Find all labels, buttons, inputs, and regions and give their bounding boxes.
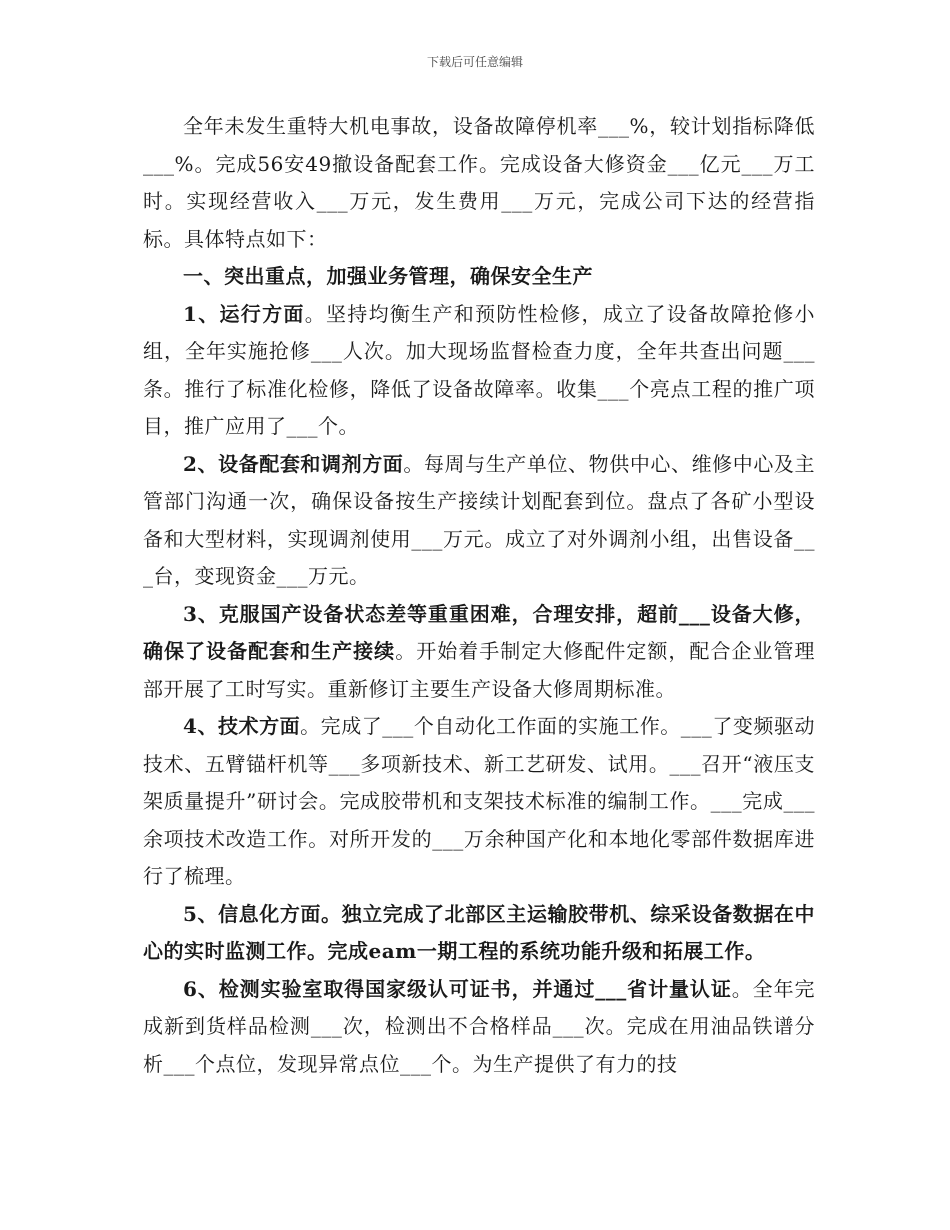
section-heading: 一、突出重点，加强业务管理，确保安全生产 — [183, 264, 593, 288]
paragraph-intro — [143, 108, 815, 258]
header-note: 下载后可任意编辑 — [426, 55, 523, 69]
document-body — [143, 108, 815, 1083]
paragraph-laboratory — [143, 971, 815, 1084]
paragraph-lead: 6、检测实验室取得国家级认可证书，并通过___省计量认证 — [183, 976, 732, 1001]
paragraph-text: 。每周与生产单位、物供中心、维修中心及主管部门沟通一次，确保设备按生产接续计划配套到位。盘点了各矿小型设备和大型材料，实现调剂使用___万元。成立了对外调剂小组，出售设备___台，变现资金___万元。 — [143, 451, 816, 588]
paragraph-lead: 5、信息化方面。独立完成了北部区主运输胶带机、综采设备数据在中心的实时监测工作。完成eam一期工程的系统功能升级和拓展工作。 — [143, 901, 815, 963]
paragraph-lead: 4、技术方面 — [183, 714, 301, 738]
paragraph-lead: 2、设备配套和调剂方面 — [183, 451, 404, 476]
paragraph-text: 。完成了___个自动化工作面的实施工作。___了变频驱动技术、五臂锚杆机等___多项新技术、新工艺研发、试用。___召开“液压支架质量提升”研讨会。完成胶带机和支架技术标准的编制工作。___完成___余项技术改造工作。对所开发的___万余种国产化和本地化零部件数据库进行了梳理。 — [143, 714, 815, 888]
paragraph-text: 。坚持均衡生产和预防性检修，成立了设备故障抢修小组，全年实施抢修___人次。加大现场监督检查力度，全年共查出问题___条。推行了标准化检修，降低了设备故障率。收集___个亮点工程的推广项目，推广应用了___个。 — [143, 301, 816, 438]
paragraph-technology — [143, 708, 815, 896]
paragraph-overhaul — [143, 596, 815, 709]
paragraph-lead: 1、运行方面 — [183, 301, 305, 326]
paragraph-text: 全年未发生重特大机电事故，设备故障停机率___%，较计划指标降低___%。完成56安49撤设备配套工作。完成设备大修资金___亿元___万工时。实现经营收入___万元，发生费用___万元，完成公司下达的经营指标。具体特点如下： — [143, 114, 815, 251]
paragraph-text: 。全年完成新到货样品检测___次，检测出不合格样品___次。完成在用油品铁谱分析___个点位，发现异常点位___个。为生产提供了有力的技 — [143, 976, 815, 1076]
paragraph-equipment — [143, 446, 815, 596]
paragraph-lead: 3、克服国产设备状态差等重重困难，合理安排，超前___设备大修，确保了设备配套和生产接续 — [143, 601, 815, 663]
paragraph-text: 。开始着手制定大修配件定额，配合企业管理部开展了工时写实。重新修订主要生产设备大修周期标准。 — [143, 639, 816, 701]
paragraph-operation — [143, 296, 815, 446]
paragraph-informatization — [143, 896, 815, 971]
